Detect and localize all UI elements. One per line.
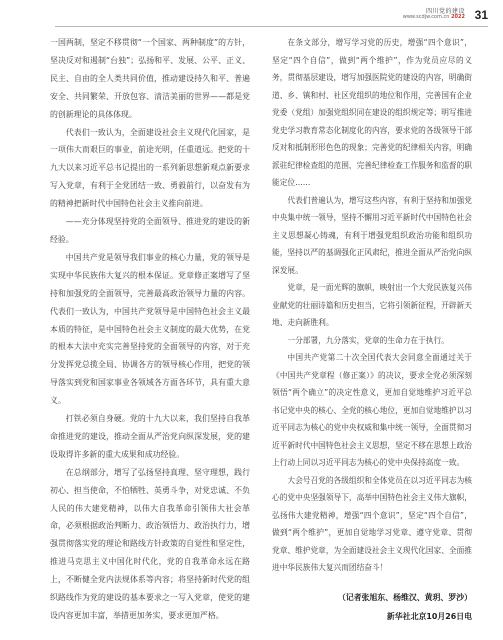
- right-paragraph-6: 大会号召党的各级组织和全体党员在以习近平同志为核心的党中央坚强领导下，高举中国特色社会主义伟大旗帜，弘扬伟大建党精神，增强“四个意识”，坚定“四个自信”，做到“两个维护”，更加自觉地学习党章、遵守党章、贯彻党章、维护党章，为全面建设社会主义现代化国家、全面推进中华民族伟大复兴而团结奋斗！: [272, 475, 472, 572]
- journal-title: 四川党的建设: [425, 8, 465, 15]
- page-header: [0, 0, 503, 30]
- page-number: 31: [474, 8, 488, 22]
- right-paragraph-5: 中国共产党第二十次全国代表大会同意全面通过关于《中国共产党章程（修正案）》的决议，要求全党必须深刻领悟“两个确立”的决定性意义，更加自觉地维护习近平总书记党中央的核心、全党的核心地位，更加自觉地维护以习近平同志为核心的党中央权威和集中统一领导，全面贯彻习近平新时代中国特色社会主义思想，坚定不移在思想上政治上行动上同以习近平同志为核心的党中央保持高度一致。: [272, 353, 472, 467]
- left-column: [50, 34, 250, 625]
- right-paragraph-1: 在条文部分，增写学习党的历史，增强“四个意识”，坚定“四个自信”，做到“两个维护”，作为党员应尽的义务，贯彻基层建设，增写加强医院党的建设的内容，明确街道、乡、镇和村、社区党组织的地位和作用，完善国有企业党委（党组）加强党组织同在建设的组织规定等；明写推进党史学习教育常态化制度化的内容，要求党的各级领导干部反对和抵制形形色色的现象；完善党的纪律相关内容，明确派驻纪律检查组的范围，完善纪律检查工作服务和监督的职能定位……: [272, 38, 472, 187]
- left-paragraph-5: 打铁必须自身硬。党的十九大以来，我们坚持自我革命推进党的建设，推动全面从严治党向纵深发展，党的建设取得许多新的重大成果和成功经验。: [50, 414, 250, 459]
- journal-url-year: 2022: [451, 14, 465, 20]
- reporter-attribution: （记者张旭东、杨维汉、黄玥、罗沙）: [337, 593, 472, 602]
- journal-url: [403, 14, 465, 20]
- right-paragraph-4: 一分部署，九分落实，党章的生命力在于执行。: [287, 335, 449, 345]
- left-paragraph-6: 在总纲部分，增写了弘扬坚持真理、坚守理想，践行初心、担当使命，不怕牺牲、英勇斗争，对党忠诚、不负人民的伟大建党精神，以伟大自我革命引领伟大社会革命，必须根据政治判断力、政治领悟力、政治执行力，增强贯彻落实党的理论和路线方针政策的自觉性和坚定性，推进马克思主义中国化时代化，党的自我革命永远在路上，不断健全党内法规体系等内容；将坚持新时代党的组织路线作为党的建设的基本要求之一写入党章，使党的建设内容更加丰富，举措更加务实，要求更加严格。: [50, 467, 250, 620]
- header-divider: [55, 26, 488, 27]
- left-paragraph-2: 代表们一致认为，全面建设社会主义现代化国家，是一项伟大而艰巨的事业，前途光明，任重道远。把党的十九大以来习近平总书记提出的一系列新思想新观点新要求写入党章，有利于全党团结一致、勇毅前行，以奋发有为的精神把新时代中国特色社会主义推向前进。: [50, 127, 250, 209]
- dateline: 新华社北京10月26日电: [386, 612, 472, 621]
- right-column: [272, 34, 472, 577]
- left-paragraph-4: 中国共产党是领导我们事业的核心力量，党的领导是实现中华民族伟大复兴的根本保证。党章修正案增写了坚持和加强党的全面领导，完善最高政治领导力量的内容。代表们一致认为，中国共产党领导是中国特色社会主义最本质的特征，是中国特色社会主义制度的最大优势，在党的根本大法中充实完善坚持党的全面领导的内容，对于充分发挥党总揽全局、协调各方的领导核心作用，把党的领导落实到党和国家事业各领域各方面各环节，具有重大意义。: [50, 252, 250, 406]
- right-paragraph-3: 党章，是一面光辉的旗帜，映射出一个大党民族复兴伟业献党的壮丽诗篇和历史担当，它将引领新征程，开辟新天地、走向新胜利。: [272, 283, 472, 327]
- journal-url-prefix: www.scdjw.com.cn: [402, 14, 450, 20]
- right-paragraph-2: 代表们普遍认为，增写这些内容，有利于坚持和加强党中央集中统一领导，坚持不懈用习近平新时代中国特色社会主义思想凝心铸魂，有利于增强党组织政治功能和组织功能，坚持以严的基调强化正风肃纪，推进全面从严治党向纵深发展。: [272, 195, 472, 275]
- left-paragraph-3: ——充分体现坚持党的全面领导、推进党的建设的新经验。: [50, 217, 250, 244]
- left-paragraph-1: 一国两制，坚定不移贯彻“一个国家、两种制度”的方针，坚决反对和遏制“台独”；弘扬和平、发展、公平、正义、民主、自由的全人类共同价值，推动建设持久和平、普遍安全、共同繁荣、开放包容、清洁美丽的世界——都是党的创新理论的具体体现。: [50, 38, 250, 119]
